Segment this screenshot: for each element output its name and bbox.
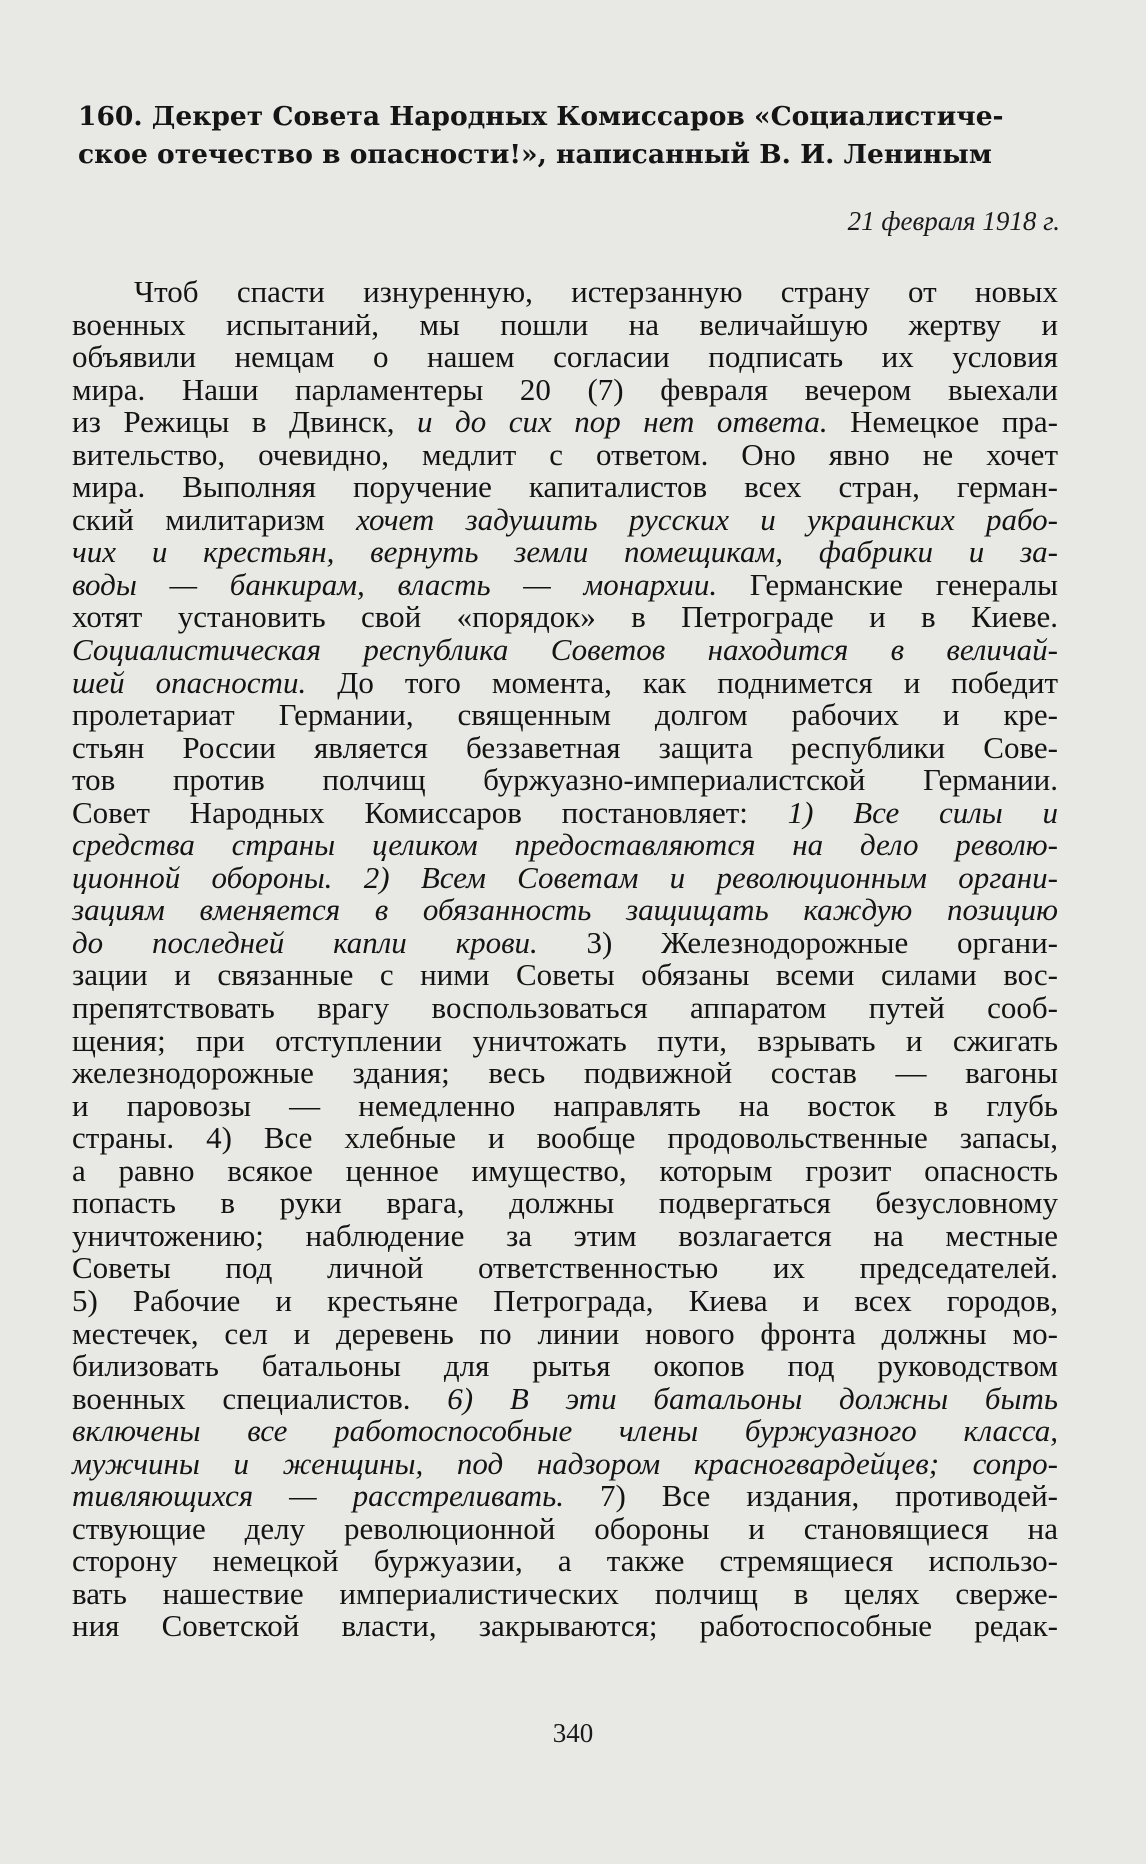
body-line: ствующие делу революционной обороны и становящиеся на xyxy=(72,1510,1058,1546)
document-body xyxy=(72,276,1058,1643)
body-line: а равно всякое ценное имущество, которым грозит опасность xyxy=(72,1152,1058,1188)
body-line: местечек, сел и деревень по линии нового фронта должны мо- xyxy=(72,1315,1058,1351)
body-line: включены все работоспособные члены буржуазного класса, xyxy=(72,1413,1058,1449)
body-line: из Режицы в Двинск, и до сих пор нет ответа. Немецкое пра- xyxy=(72,404,1058,440)
body-line: билизовать батальоны для рытья окопов под руководством xyxy=(72,1348,1058,1384)
body-line: шей опасности. До того момента, как поднимется и победит xyxy=(72,664,1059,700)
title-line-2: ское отечество в опасности!», написанный В. И. Лениным xyxy=(78,139,992,170)
body-line: пролетариат Германии, священным долгом рабочих и кре- xyxy=(72,697,1058,733)
body-line: хотят установить свой «порядок» в Петрограде и в Киеве. xyxy=(72,599,1058,635)
body-line: щения; при отступлении уничтожать пути, взрывать и сжигать xyxy=(72,1022,1058,1058)
body-line: тов против полчищ буржуазно-империалистской Германии. xyxy=(72,762,1058,798)
body-line: военных испытаний, мы пошли на величайшую жертву и xyxy=(72,306,1058,342)
body-line: препятствовать врагу воспользоваться аппаратом путей сооб- xyxy=(72,990,1058,1026)
body-line: вать нашествие империалистических полчищ в целях сверже- xyxy=(72,1575,1058,1611)
body-line: уничтожению; наблюдение за этим возлагается на местные xyxy=(72,1217,1058,1253)
body-line: вительство, очевидно, медлит с ответом. Оно явно не хочет xyxy=(72,436,1058,472)
body-line: Чтоб спасти изнуренную, истерзанную страну от новых xyxy=(134,274,1058,309)
body-line: военных специалистов. 6) В эти батальоны должны быть xyxy=(72,1380,1058,1416)
body-line: зации и связанные с ними Советы обязаны всеми силами вос- xyxy=(72,957,1058,993)
body-line: Социалистическая республика Советов находится в величай- xyxy=(72,632,1058,668)
body-line: ционной обороны. 2) Всем Советам и революционным органи- xyxy=(72,859,1058,895)
body-line: объявили немцам о нашем согласии подписать их условия xyxy=(72,339,1058,375)
body-line: сторону немецкой буржуазии, а также стремящиеся использо- xyxy=(72,1543,1058,1579)
body-line: Совет Народных Комиссаров постановляет: 1) Все силы и xyxy=(72,794,1059,830)
body-line: и паровозы — немедленно направлять на восток в глубь xyxy=(72,1087,1058,1123)
document-date: 21 февраля 1918 г. xyxy=(847,206,1060,236)
body-line: ния Советской власти, закрываются; работоспособные редак- xyxy=(72,1608,1058,1644)
body-line: воды — банкирам, власть — монархии. Германские генералы xyxy=(72,566,1058,602)
body-line: попасть в руки врага, должны подвергаться безусловному xyxy=(72,1185,1058,1221)
body-line: мира. Выполняя поручение капиталистов всех стран, герман- xyxy=(72,469,1058,505)
body-line: стьян России является беззаветная защита республики Сове- xyxy=(72,729,1058,765)
document-title xyxy=(78,98,1060,174)
body-line: ский милитаризм хочет задушить русских и украинских рабо- xyxy=(72,501,1059,537)
body-line: зациям вменяется в обязанность защищать каждую позицию xyxy=(72,892,1058,928)
body-line: страны. 4) Все хлебные и вообще продовольственные запасы, xyxy=(72,1120,1058,1156)
body-line: средства страны целиком предоставляются на дело револю- xyxy=(72,827,1058,863)
body-line: мира. Наши парламентеры 20 (7) февраля вечером выехали xyxy=(72,371,1058,407)
body-line: тивляющихся — расстреливать. 7) Все издания, противодей- xyxy=(72,1478,1058,1514)
page-number: 340 xyxy=(552,1718,594,1748)
title-line-1: 160. Декрет Совета Народных Комиссаров «Социалистиче- xyxy=(78,101,1004,132)
body-line: железнодорожные здания; весь подвижной состав — вагоны xyxy=(72,1055,1058,1091)
body-line: чих и крестьян, вернуть земли помещикам, фабрики и за- xyxy=(72,534,1058,570)
body-line: 5) Рабочие и крестьяне Петрограда, Киева и всех городов, xyxy=(72,1282,1058,1318)
body-line: мужчины и женщины, под надзором красногвардейцев; сопро- xyxy=(72,1445,1058,1481)
body-line: Советы под личной ответственностью их председателей. xyxy=(72,1250,1058,1286)
body-line: до последней капли крови. 3) Железнодорожные органи- xyxy=(72,924,1058,960)
